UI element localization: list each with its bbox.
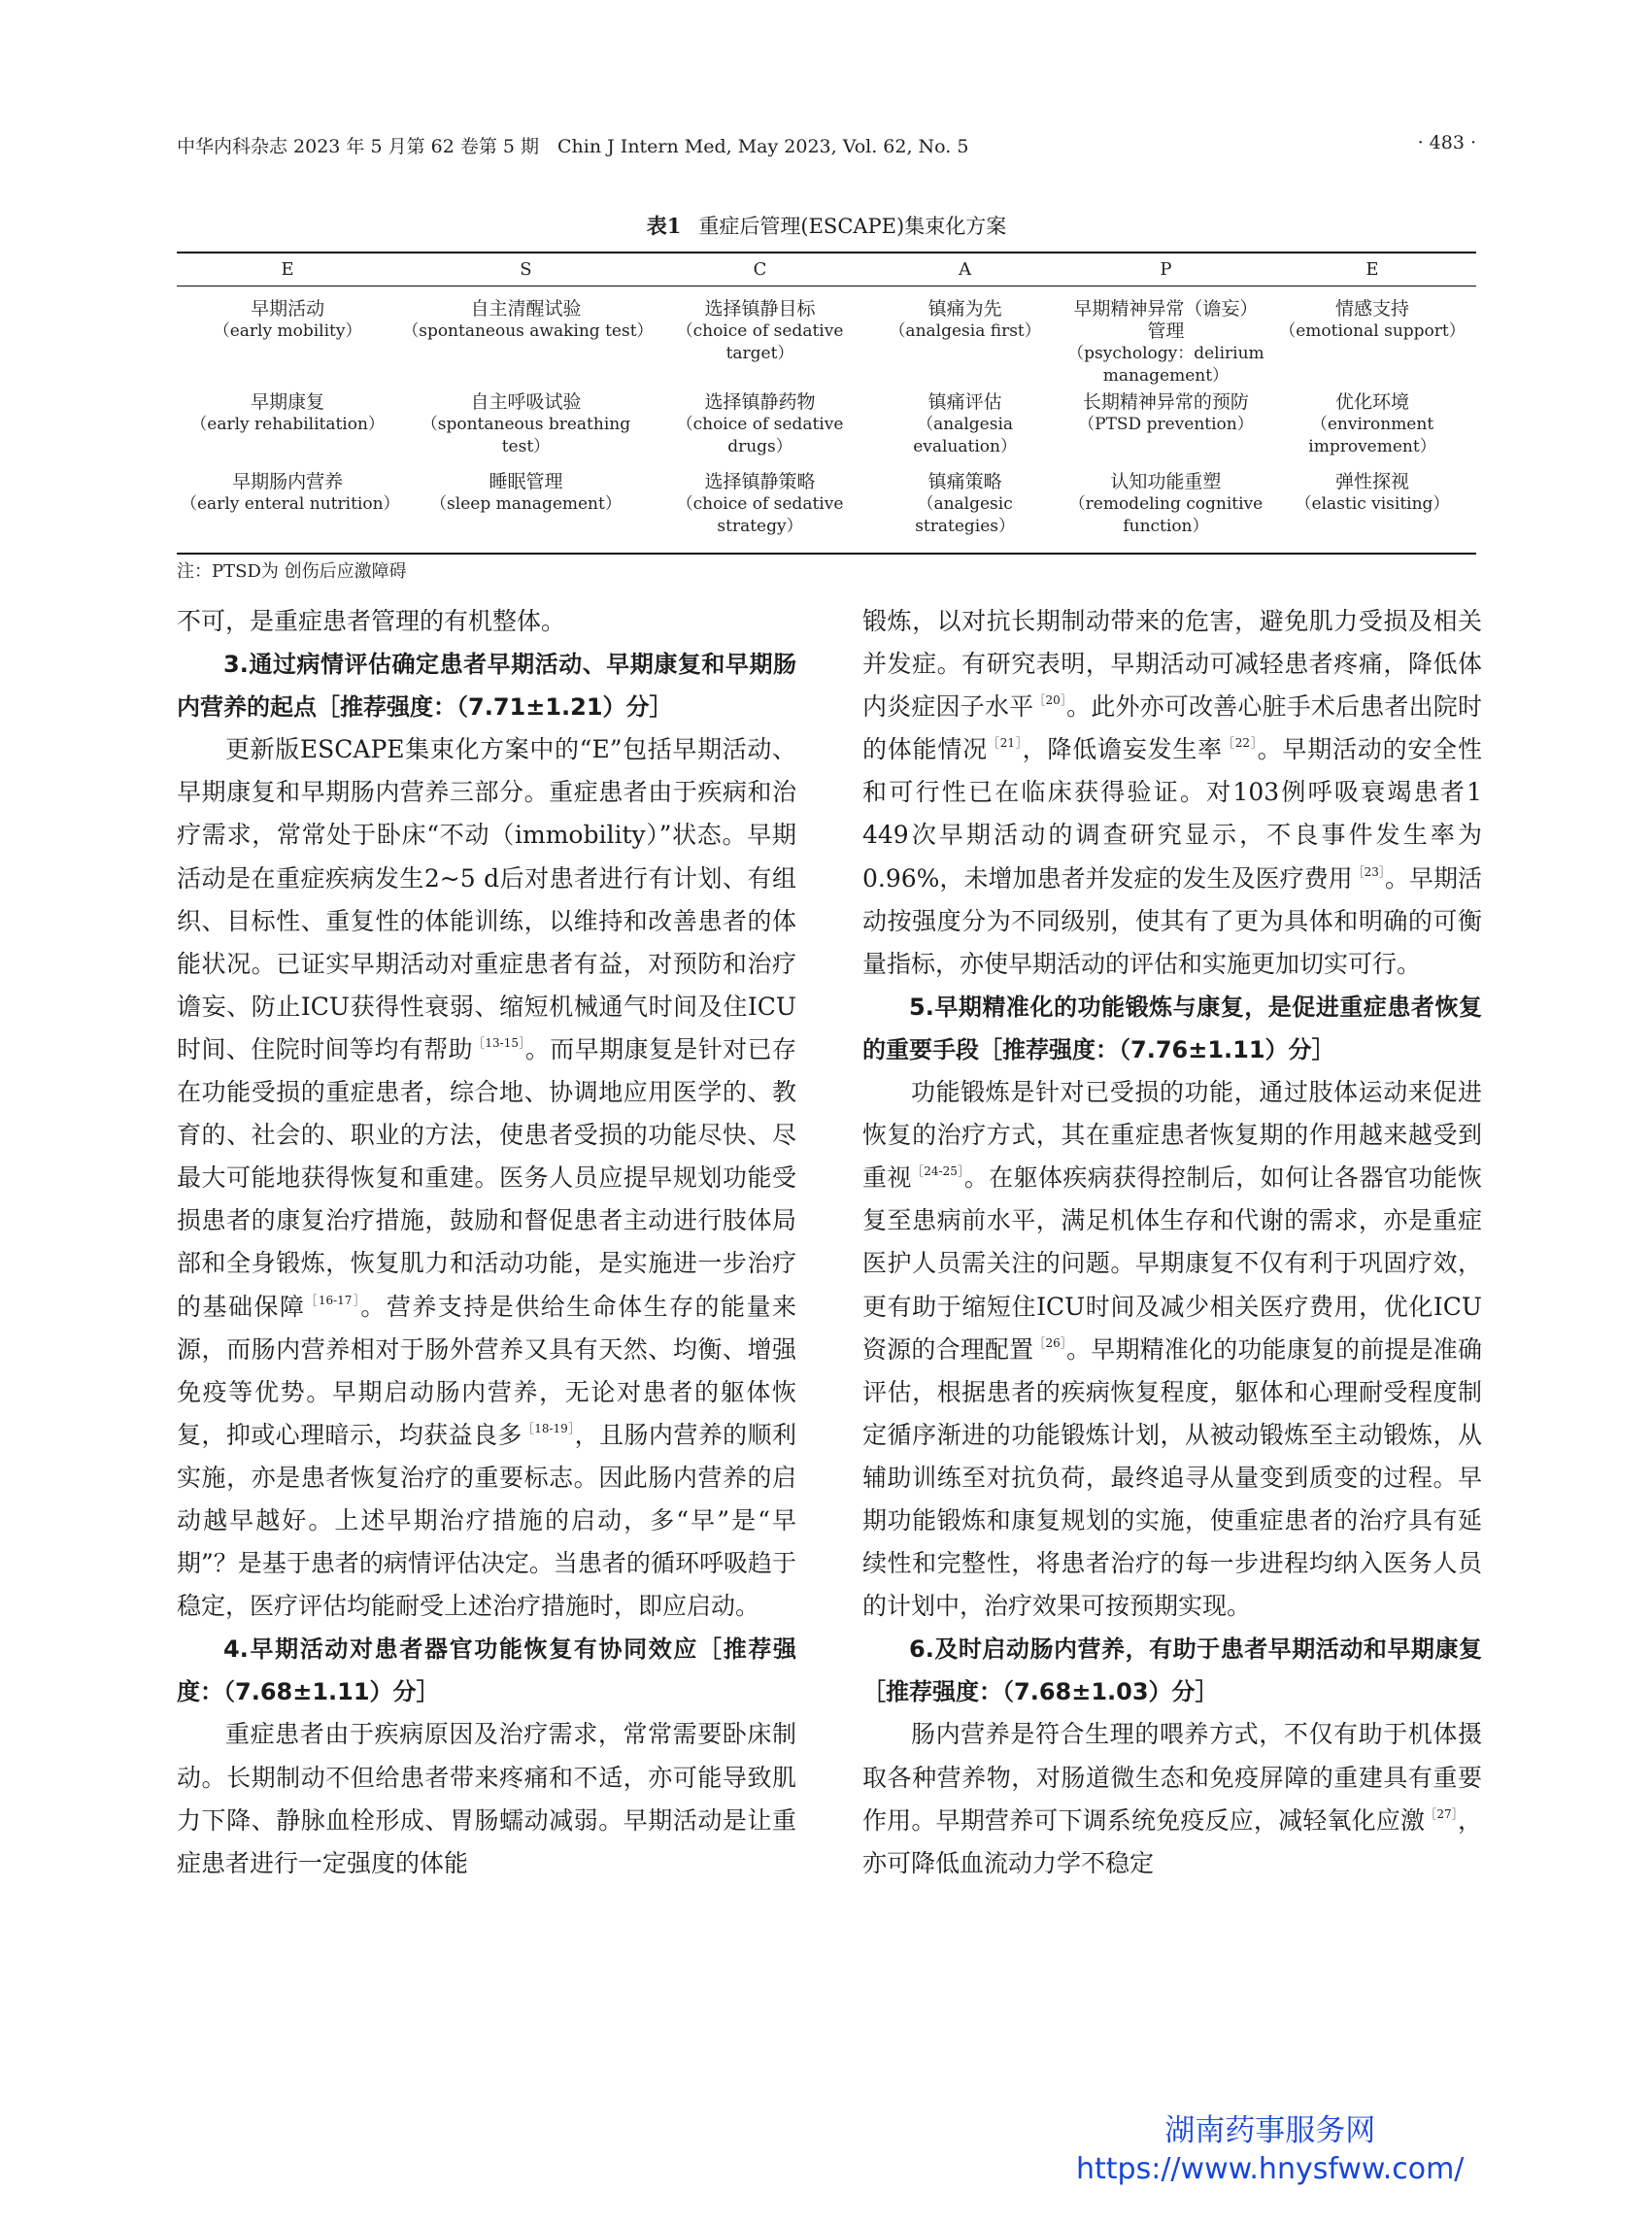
paragraph [862, 600, 1482, 986]
page-number: · 483 · [1417, 132, 1476, 153]
paragraph [177, 728, 796, 1628]
cell-en: （choice of sedative drugs） [676, 414, 844, 456]
cell-en: （PTSD prevention） [1078, 414, 1254, 434]
cell-zh: 镇痛策略 [927, 470, 1002, 492]
text-run: 更新版ESCAPE集束化方案中的“E”包括早期活动、早期康复和早期肠内营养三部分。重症患者由于疾病和治疗需求，常常处于卧床“不动（immobility）”状态。早期活动是在重症疾病发生2~5 d后对患者进行有计划、有组织、目标性、重复性的体能训练，以维持和改善患者的体能状况。已证实早期活动对重症患者有益，对预防和治疗谵妄、防止ICU获得性衰弱、缩短机械通气时间及住ICU时间、住院时间等均有帮助 [177, 735, 796, 1063]
table-cell [866, 389, 1063, 469]
table-cell [1268, 469, 1476, 554]
paragraph: 重症患者由于疾病原因及治疗需求，常常需要卧床制动。长期制动不但给患者带来疼痛和不适，亦可能导致肌力下降、静脉血栓形成、胃肠蠕动减弱。早期活动是让重症患者进行一定强度的体能 [177, 1720, 796, 1877]
table-cell [1268, 286, 1476, 389]
cell-en: （analgesia first） [889, 320, 1041, 341]
cell-zh: 弹性探视 [1334, 470, 1409, 492]
watermark-url[interactable]: https://www.hnysfww.com/ [1076, 2152, 1465, 2186]
text-run: 。营养支持是供给生命体生存的能量来源，而肠内营养相对于肠外营养又具有天然、均衡、增强免疫等优势。早期启动肠内营养，无论对患者的躯体恢复，抑或心理暗示，均获益良多 [177, 1292, 796, 1449]
table-cell [1063, 469, 1268, 554]
section-heading-4: 4.早期活动对患者器官功能恢复有协同效应［推荐强度：（7.68±1.11）分］ [177, 1635, 796, 1706]
cell-zh: 早期肠内营养 [232, 470, 344, 492]
table-title: 重症后管理(ESCAPE)集束化方案 [698, 215, 1007, 238]
text-run: 。而早期康复是针对已存在功能受损的重症患者，综合地、协调地应用医学的、教育的、社会的、职业的方法，使患者受损的功能尽快、尽最大可能地获得恢复和重建。医务人员应提早规划功能受损患者的康复治疗措施，鼓励和督促患者主动进行肢体局部和全身锻炼，恢复肌力和活动功能，是实施进一步治疗的基础保障 [177, 1034, 796, 1321]
left-column [177, 600, 796, 1885]
text-run: 。在躯体疾病获得控制后，如何让各器官功能恢复至患病前水平，满足机体生存和代谢的需求，亦是重症医护人员需关注的问题。早期康复不仅有利于巩固疗效，更有助于缩短住ICU时间及减少相关医疗费用，优化ICU资源的合理配置 [862, 1163, 1482, 1364]
cell-en: （remodeling cognitive function） [1068, 493, 1264, 536]
paragraph [862, 1713, 1482, 1884]
cell-en: （choice of sedative target） [676, 320, 844, 363]
table-cell [654, 389, 867, 469]
citation: ［23］ [1352, 864, 1385, 879]
table-cell [1268, 389, 1476, 469]
table-cell [654, 469, 867, 554]
table-header-row [177, 253, 1476, 286]
right-column [862, 600, 1482, 1885]
table-cell [398, 469, 653, 554]
table-cell [177, 286, 398, 389]
cell-zh: 长期精神异常的预防 [1082, 390, 1249, 413]
paragraph [862, 1071, 1482, 1628]
cell-zh: 选择镇静药物 [704, 390, 816, 413]
cell-en: （emotional support） [1279, 320, 1466, 341]
cell-zh: 选择镇静策略 [704, 470, 816, 492]
text-run: ，且肠内营养的顺利实施，亦是患者恢复治疗的重要标志。因此肠内营养的启动越早越好。上述早期治疗措施的启动，多“早”是“早期”？是基于患者的病情评估决定。当患者的循环呼吸趋于稳定，医疗评估均能耐受上述治疗措施时，即应启动。 [177, 1420, 796, 1621]
cell-zh: 早期精神异常（谵妄）管理 [1073, 297, 1259, 342]
table-cell [1063, 286, 1268, 389]
watermark-site-name: 湖南药事服务网 [1164, 2113, 1376, 2148]
table-cell [866, 286, 1063, 389]
escape-table [177, 252, 1476, 555]
cell-zh: 优化环境 [1334, 390, 1409, 413]
table-header-cell: P [1160, 258, 1172, 280]
cell-en: （early rehabilitation） [190, 414, 385, 434]
table-header-cell: S [520, 258, 532, 280]
cell-zh: 认知功能重塑 [1110, 470, 1222, 492]
table-cell [177, 389, 398, 469]
cell-en: （spontaneous awaking test） [402, 320, 654, 341]
section-heading-6: 6.及时启动肠内营养，有助于患者早期活动和早期康复［推荐强度：（7.68±1.03）分］ [862, 1635, 1482, 1706]
table-cell [398, 286, 653, 389]
table-row [177, 286, 1476, 389]
table-cell [654, 286, 867, 389]
citation: ［27］ [1425, 1806, 1458, 1821]
citation: ［21］ [987, 736, 1023, 751]
table-cell [866, 469, 1063, 554]
cell-en: （sleep management） [430, 493, 622, 514]
table-header-cell: C [753, 258, 767, 280]
citation: ［18-19］ [522, 1421, 575, 1435]
table-row [177, 469, 1476, 554]
cell-zh: 镇痛为先 [927, 297, 1002, 320]
section-heading-3: 3.通过病情评估确定患者早期活动、早期康复和早期肠内营养的起点［推荐强度：（7.71±1.21）分］ [177, 651, 796, 722]
table-cell [398, 389, 653, 469]
table-note: 注：PTSD为 创伤后应激障碍 [177, 561, 407, 582]
section-heading-5: 5.早期精准化的功能锻炼与康复，是促进重症患者恢复的重要手段［推荐强度：（7.76±1.11）分］ [862, 993, 1482, 1063]
citation: ［26］ [1033, 1335, 1067, 1350]
cell-en: （elastic visiting） [1295, 493, 1450, 514]
table-header-cell: E [1365, 258, 1379, 280]
cell-en: （psychology：delirium management） [1067, 343, 1264, 386]
cell-zh: 早期康复 [251, 390, 325, 413]
table-header-cell: E [281, 258, 294, 280]
cell-en: （early enteral nutrition） [181, 493, 400, 514]
cell-en: （analgesic strategies） [915, 493, 1016, 536]
cell-en: （environment improvement） [1308, 414, 1436, 456]
cell-zh: 早期活动 [251, 297, 325, 320]
citation: ［22］ [1222, 736, 1258, 751]
table-cell [1063, 389, 1268, 469]
table-header-cell: A [959, 258, 972, 280]
text-run: 功能锻炼是针对已受损的功能，通过肢体运动来促进恢复的治疗方式，其在重症患者恢复期的作用越来越受到重视 [862, 1078, 1482, 1193]
cell-zh: 自主清醒试验 [470, 297, 582, 320]
paragraph: 不可，是重症患者管理的有机整体。 [177, 607, 566, 635]
cell-zh: 睡眠管理 [489, 470, 563, 492]
text-run: 。早期活动按强度分为不同级别，使其有了更为具体和明确的可衡量指标，亦使早期活动的评估和实施更加切实可行。 [862, 863, 1482, 978]
text-run: 。早期活动的安全性和可行性已在临床获得验证。对103例呼吸衰竭患者1 449次早期活动的调查研究显示，不良事件发生率为0.96%，未增加患者并发症的发生及医疗费用 [862, 735, 1482, 893]
text-run: 。此外亦可改善心脏手术后患者出院时的体能情况 [862, 692, 1482, 764]
cell-en: （analgesia evaluation） [913, 414, 1017, 456]
table-caption [177, 211, 1476, 240]
text-run: ，降低谵妄发生率 [1022, 735, 1223, 764]
text-run: ，亦可降低血流动力学不稳定 [862, 1805, 1482, 1877]
citation: ［16-17］ [305, 1293, 361, 1307]
text-run: 锻炼，以对抗长期制动带来的危害，避免肌力受损及相关并发症。有研究表明，早期活动可减轻患者疼痛，降低体内炎症因子水平 [862, 607, 1482, 722]
table-cell [177, 469, 398, 554]
text-run: 肠内营养是符合生理的喂养方式，不仅有助于机体摄取各种营养物，对肠道微生态和免疫屏障的重建具有重要作用。早期营养可下调系统免疫反应，减轻氧化应激 [862, 1720, 1482, 1835]
journal-citation: 中华内科杂志 2023 年 5 月第 62 卷第 5 期 Chin J Intern Med, May 2023, Vol. 62, No. 5 [177, 136, 969, 157]
citation: ［13-15］ [472, 1035, 525, 1050]
cell-zh: 选择镇静目标 [704, 297, 816, 320]
cell-en: （early mobility） [213, 320, 362, 341]
table-number: 表1 [646, 214, 682, 238]
watermark [1076, 2111, 1464, 2189]
cell-en: （spontaneous breathing test） [421, 414, 631, 456]
cell-zh: 情感支持 [1334, 297, 1409, 320]
running-header [177, 132, 1476, 165]
cell-zh: 镇痛评估 [927, 390, 1002, 413]
text-run: 。早期精准化的功能康复的前提是准确评估，根据患者的疾病恢复程度，躯体和心理耐受程度制定循序渐进的功能锻炼计划，从被动锻炼至主动锻炼，从辅助训练至对抗负荷，最终追寻从量变到质变的过程。早期功能锻炼和康复规划的实施，使重症患者的治疗具有延续性和完整性，将患者治疗的每一步进程均纳入医务人员的计划中，治疗效果可按预期实现。 [862, 1334, 1482, 1621]
table-row [177, 389, 1476, 469]
cell-en: （choice of sedative strategy） [676, 493, 844, 536]
citation: ［20］ [1033, 693, 1067, 708]
cell-zh: 自主呼吸试验 [470, 390, 582, 413]
citation: ［24-25］ [911, 1164, 964, 1179]
